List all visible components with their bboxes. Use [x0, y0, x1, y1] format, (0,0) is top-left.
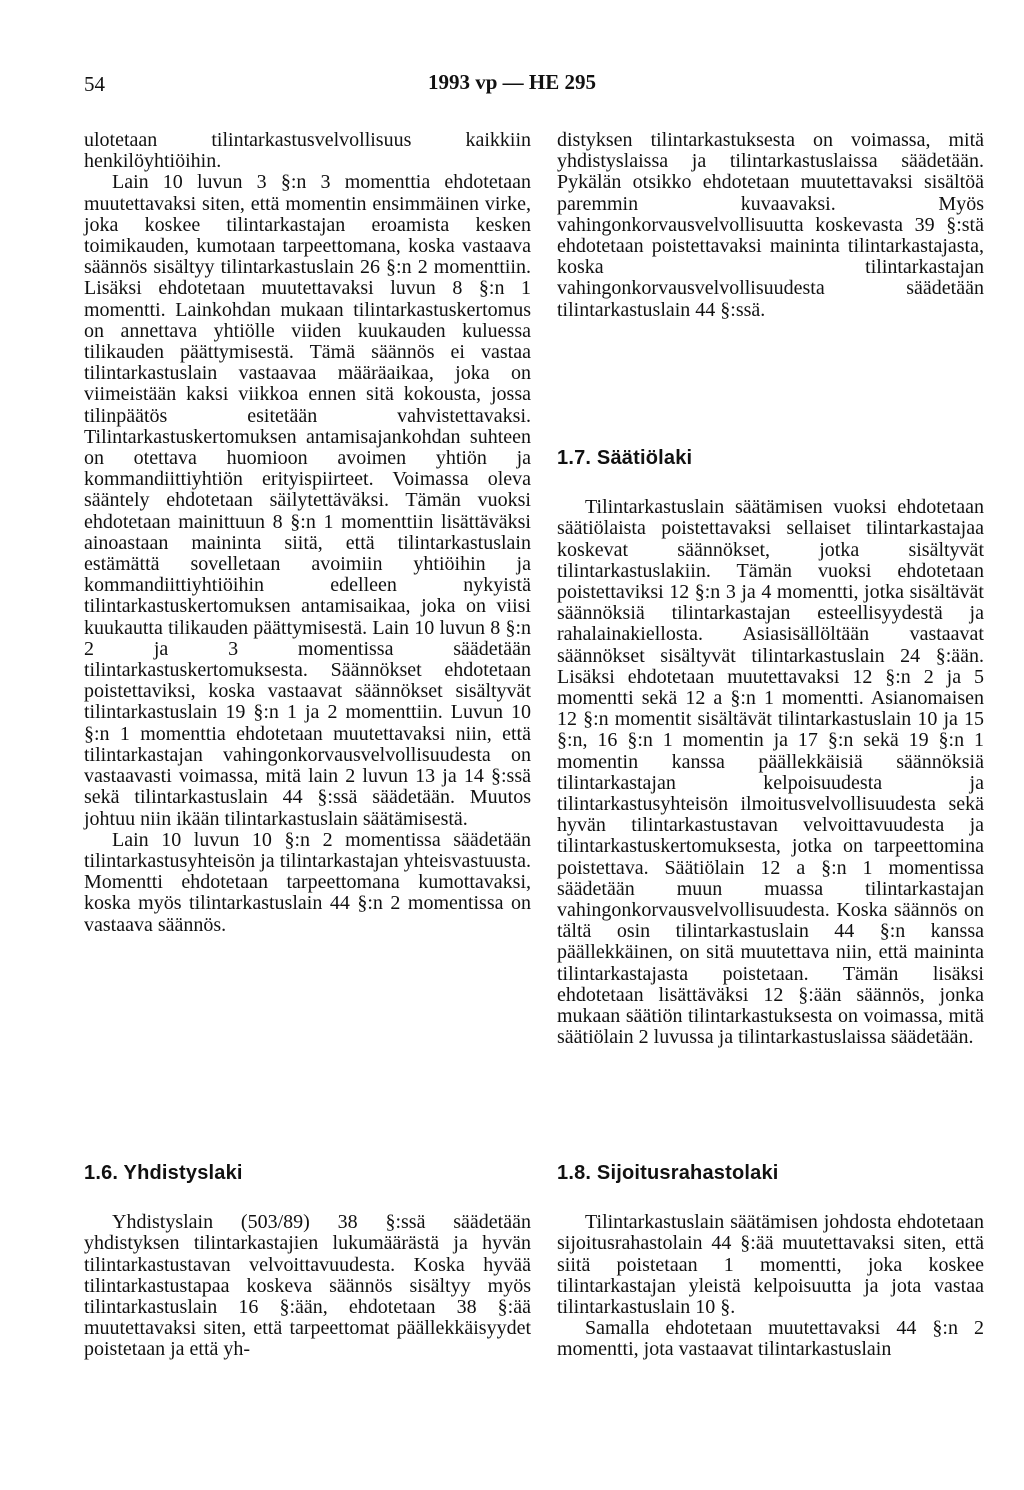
paragraph: Lain 10 luvun 3 §:n 3 momenttia ehdotetaan muutettavaksi siten, että momentin ensimmäinen virke, joka koskee tilintarkastajan eroamista kesken toimikauden, kumotaan tarpeettomana, koska vastaava säännös sisältyy tilintarkastuslain 26 §:n 2 momenttiin. Lisäksi ehdotetaan muutettavaksi luvun 8 §:n 1 momentti. Lainkohdan mukaan tilintarkastuskertomus on annettava yhtiölle viiden kuukauden kuluessa tilikauden päättymisestä. Tämä säännös ei vastaa tilintarkastuslain vastaavaa määräaikaa, joka on viimeistään kaksi viikkoa ennen sitä kokousta, jossa tilinpäätös esitetään vahvistettavaksi. Tilintarkastuskertomuksen antamisajankohdan suhteen on otettava huomioon avoimen yhtiön ja kommandiittiyhtiön erityispiirteet. Voimassa oleva sääntely ehdotetaan säilytettäväksi. Tämän vuoksi ehdotetaan mainittuun 8 §:n 1 momenttiin lisättäväksi ainoastaan maininta siitä, että tilintarkastuslain estämättä sovelletaan avoimiin yhtiöihin ja kommandiittiyhtiöihin edelleen nykyistä tilintarkastuskertomuksen antamisaikaa, joka on viisi kuukautta tilikauden päättymisestä. Lain 10 luvun 8 §:n 2 ja 3 momentissa säädetään tilintarkastuskertomuksesta. Säännökset ehdotetaan poistettaviksi, koska vastaavat säännökset sisältyvät tilintarkastuslain 19 §:n 1 ja 2 momenttiin. Luvun 10 §:n 1 momenttia ehdotetaan muutettavaksi niin, että tilintarkastajan vahingonkorvausvelvollisuudesta on vastaavasti voimassa, mitä lain 2 luvun 13 ja 14 §:ssä sekä tilintarkastuslain 44 §:ssä säädetään. Muutos johtuu niin ikään tilintarkastuslain säätämisestä. [84, 171, 531, 830]
section-heading: 1.6. Yhdistyslaki [84, 1162, 243, 1184]
section-heading: 1.8. Sijoitusrahastolaki [557, 1162, 779, 1184]
paragraph: Tilintarkastuslain säätämisen vuoksi ehdotetaan säätiölaista poistettavaksi sellaiset tilintarkastajaa koskevat säännökset, jotka sisältyvät tilintarkastuslakiin. Tämän vuoksi ehdotetaan poistettaviksi 12 §:n 3 ja 4 momentti, jotka sisältävät säännöksiä tilintarkastajan esteellisyydestä ja rahalainakiellosta. Asiasisällöltään vastaavat säännökset sisältyvät tilintarkastuslain 24 §:ään. Lisäksi ehdotetaan muutettavaksi 12 §:n 2 ja 5 momentti sekä 12 a §:n 1 momentti. Asianomaisen 12 §:n momentit sisältävät tilintarkastuslain 10 ja 15 §:n, 16 §:n 1 momentin ja 17 §:n sekä 19 §:n 1 momentin kanssa päällekkäisiä säännöksiä tilintarkastajan kelpoisuudesta ja tilintarkastusyhteisön ilmoitusvelvollisuudesta sekä hyvän tilintarkastustavan velvoittavuudesta ja tilintarkastuskertomuksesta, jotka on tarpeettomina poistettava. Säätiölain 12 a §:n 1 momentissa säädetään muun muassa tilintarkastajan vahingonkorvausvelvollisuudesta. Koska säännös on tältä osin tilintarkastuslain 44 §:n kanssa päällekkäinen, on sitä muutettava niin, että maininta tilintarkastajasta poistetaan. Tämän lisäksi ehdotetaan lisättäväksi 12 §:ään säännös, jonka mukaan säätiön tilintarkastuksesta on voimassa, mitä säätiölain 2 luvussa ja tilintarkastuslaissa säädetään. [557, 496, 984, 1049]
paragraph: ulotetaan tilintarkastusvelvollisuus kaikkiin henkilöyhtiöihin. [84, 129, 531, 173]
section-heading: 1.7. Säätiölaki [557, 447, 693, 469]
section-1-8 [557, 1163, 984, 1361]
section-1-7 [557, 448, 984, 1048]
left-column-top [84, 130, 531, 936]
paragraph: Tilintarkastuslain säätämisen johdosta ehdotetaan sijoitusrahastolain 44 §:ää muutettavaksi siten, että siitä poistetaan 1 momentti, joka koskee tilintarkastajan yleistä kelpoisuutta ja jota vastaa tilintarkastuslain 10 §. [557, 1211, 984, 1319]
paragraph: Yhdistyslain (503/89) 38 §:ssä säädetään yhdistyksen tilintarkastajien lukumäärästä ja hyvän tilintarkastustavan velvoittavuudesta. Koska hyvää tilintarkastustapaa koskeva säännös sisältyy myös tilintarkastuslain 16 §:ään, ehdotetaan 38 §:ää muutettavaksi siten, että tarpeettomat päällekkäisyydet poistetaan ja että yh- [84, 1211, 531, 1361]
right-column-top [557, 130, 984, 321]
paragraph: distyksen tilintarkastuksesta on voimassa, mitä yhdistyslaissa ja tilintarkastuslaissa säädetään. Pykälän otsikko ehdotetaan muutettavaksi sisältöä paremmin kuvaavaksi. Myös vahingonkorvausvelvollisuutta koskevasta 39 §:stä ehdotetaan poistettavaksi maininta tilintarkastajasta, koska tilintarkastajan vahingonkorvausvelvollisuudesta säädetään tilintarkastuslain 44 §:ssä. [557, 129, 984, 321]
running-title: 1993 vp — HE 295 [427, 70, 597, 94]
page-number: 54 [84, 72, 105, 96]
paragraph: Lain 10 luvun 10 §:n 2 momentissa säädetään tilintarkastusyhteisön ja tilintarkastajan yhteisvastuusta. Momentti ehdotetaan tarpeettomana kumottavaksi, koska myös tilintarkastuslain 44 §:n 2 momentissa on vastaava säännös. [84, 828, 531, 936]
paragraph: Samalla ehdotetaan muutettavaksi 44 §:n 2 momentti, jota vastaavat tilintarkastuslain [557, 1317, 984, 1361]
section-1-6 [84, 1163, 531, 1361]
